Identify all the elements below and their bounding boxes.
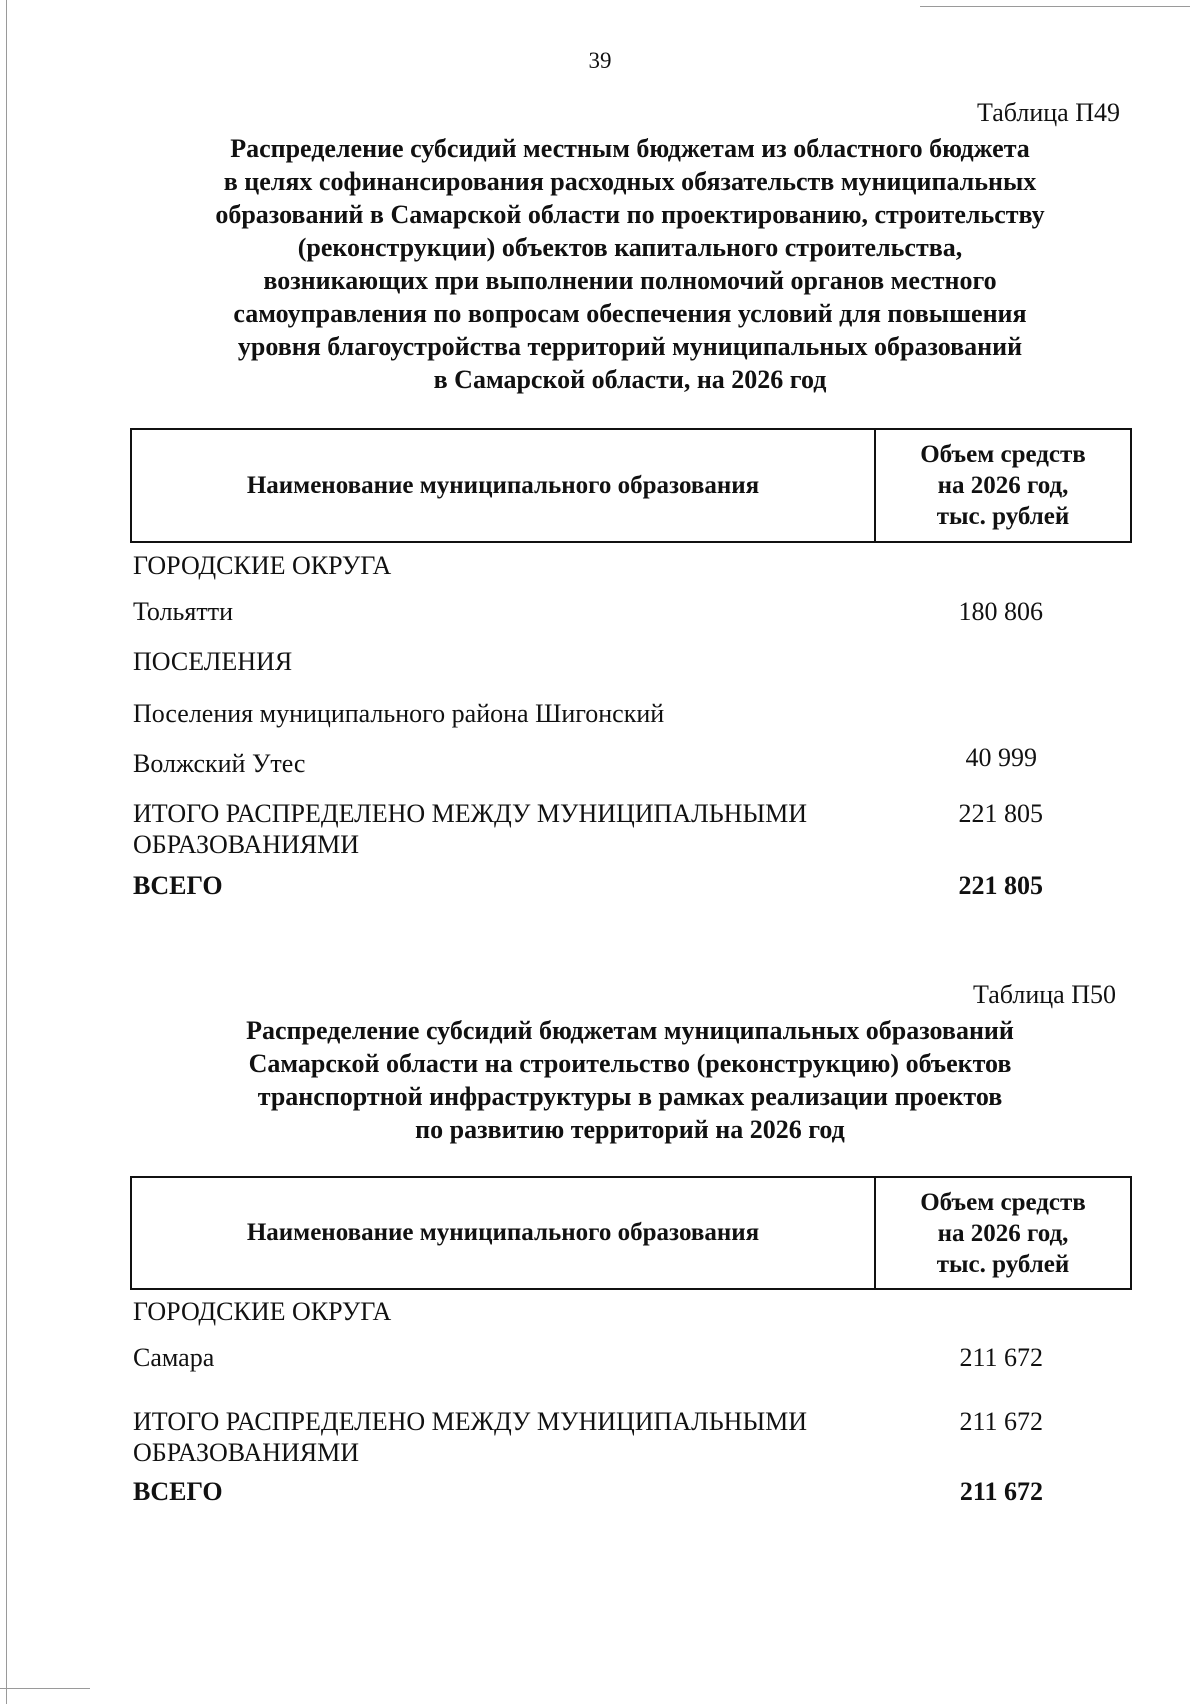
header-amount-cell [876, 1178, 1130, 1288]
table-title [120, 1014, 1140, 1146]
title-line: Самарской области на строительство (реконструкцию) объектов [248, 1049, 1012, 1078]
row-name: ВСЕГО [133, 871, 223, 900]
title-line: уровня благоустройства территорий муниципальных образований [237, 332, 1023, 361]
row-value: 40 999 [965, 743, 1037, 772]
header-amount-line: Объем средств [920, 1188, 1086, 1216]
table-header [130, 1176, 1132, 1290]
row-name: ВСЕГО [133, 1477, 223, 1506]
row-value: 180 806 [958, 597, 1043, 626]
header-amount-line: на 2026 год, [937, 1219, 1069, 1247]
row-value: 211 672 [959, 1407, 1043, 1436]
table-header [130, 428, 1132, 543]
row-value: 211 672 [959, 1343, 1043, 1372]
title-line: по развитию территорий на 2026 год [415, 1115, 845, 1144]
table-label: Таблица П50 [973, 980, 1116, 1009]
row-name: ГОРОДСКИЕ ОКРУГА [133, 1297, 392, 1326]
row-name: ИТОГО РАСПРЕДЕЛЕНО МЕЖДУ МУНИЦИПАЛЬНЫМИ ОБРАЗОВАНИЯМИ [133, 1407, 808, 1467]
title-line: образований в Самарской области по проектированию, строительству [215, 200, 1045, 229]
row-name: Самара [133, 1343, 215, 1372]
title-line: в Самарской области, на 2026 год [433, 365, 827, 394]
scan-artifact [920, 6, 1190, 7]
row-name: ИТОГО РАСПРЕДЕЛЕНО МЕЖДУ МУНИЦИПАЛЬНЫМИ ОБРАЗОВАНИЯМИ [133, 799, 808, 859]
scan-artifact [6, 0, 7, 1704]
table-label: Таблица П49 [977, 98, 1120, 127]
header-amount-line: на 2026 год, [937, 472, 1069, 499]
header-name-cell: Наименование муниципального образования [132, 1178, 876, 1288]
header-amount-line: тыс. рублей [936, 1250, 1070, 1278]
table-title [120, 132, 1140, 396]
header-amount-line: Объем средств [920, 441, 1086, 468]
title-line: возникающих при выполнении полномочий органов местного [263, 266, 997, 295]
header-amount-cell [876, 430, 1130, 541]
row-value: 221 805 [958, 799, 1043, 828]
header-amount-line: тыс. рублей [936, 503, 1070, 530]
row-name: ПОСЕЛЕНИЯ [133, 647, 293, 676]
scan-artifact [0, 1688, 90, 1689]
row-name: Тольятти [133, 597, 234, 626]
title-line: Распределение субсидий бюджетам муниципальных образований [246, 1016, 1014, 1045]
title-line: самоуправления по вопросам обеспечения условий для повышения [233, 299, 1027, 328]
page-number: 39 [588, 48, 612, 73]
header-name-cell: Наименование муниципального образования [132, 430, 876, 541]
row-name: Волжский Утес [133, 749, 306, 778]
row-value: 221 805 [958, 871, 1043, 900]
row-name: ГОРОДСКИЕ ОКРУГА [133, 551, 392, 580]
title-line: Распределение субсидий местным бюджетам из областного бюджета [230, 134, 1030, 163]
title-line: (реконструкции) объектов капитального строительства, [297, 233, 963, 262]
row-value: 211 672 [959, 1477, 1043, 1506]
title-line: в целях софинансирования расходных обязательств муниципальных [223, 167, 1037, 196]
title-line: транспортной инфраструктуры в рамках реализации проектов [257, 1082, 1003, 1111]
row-name: Поселения муниципального района Шигонский [133, 699, 665, 728]
